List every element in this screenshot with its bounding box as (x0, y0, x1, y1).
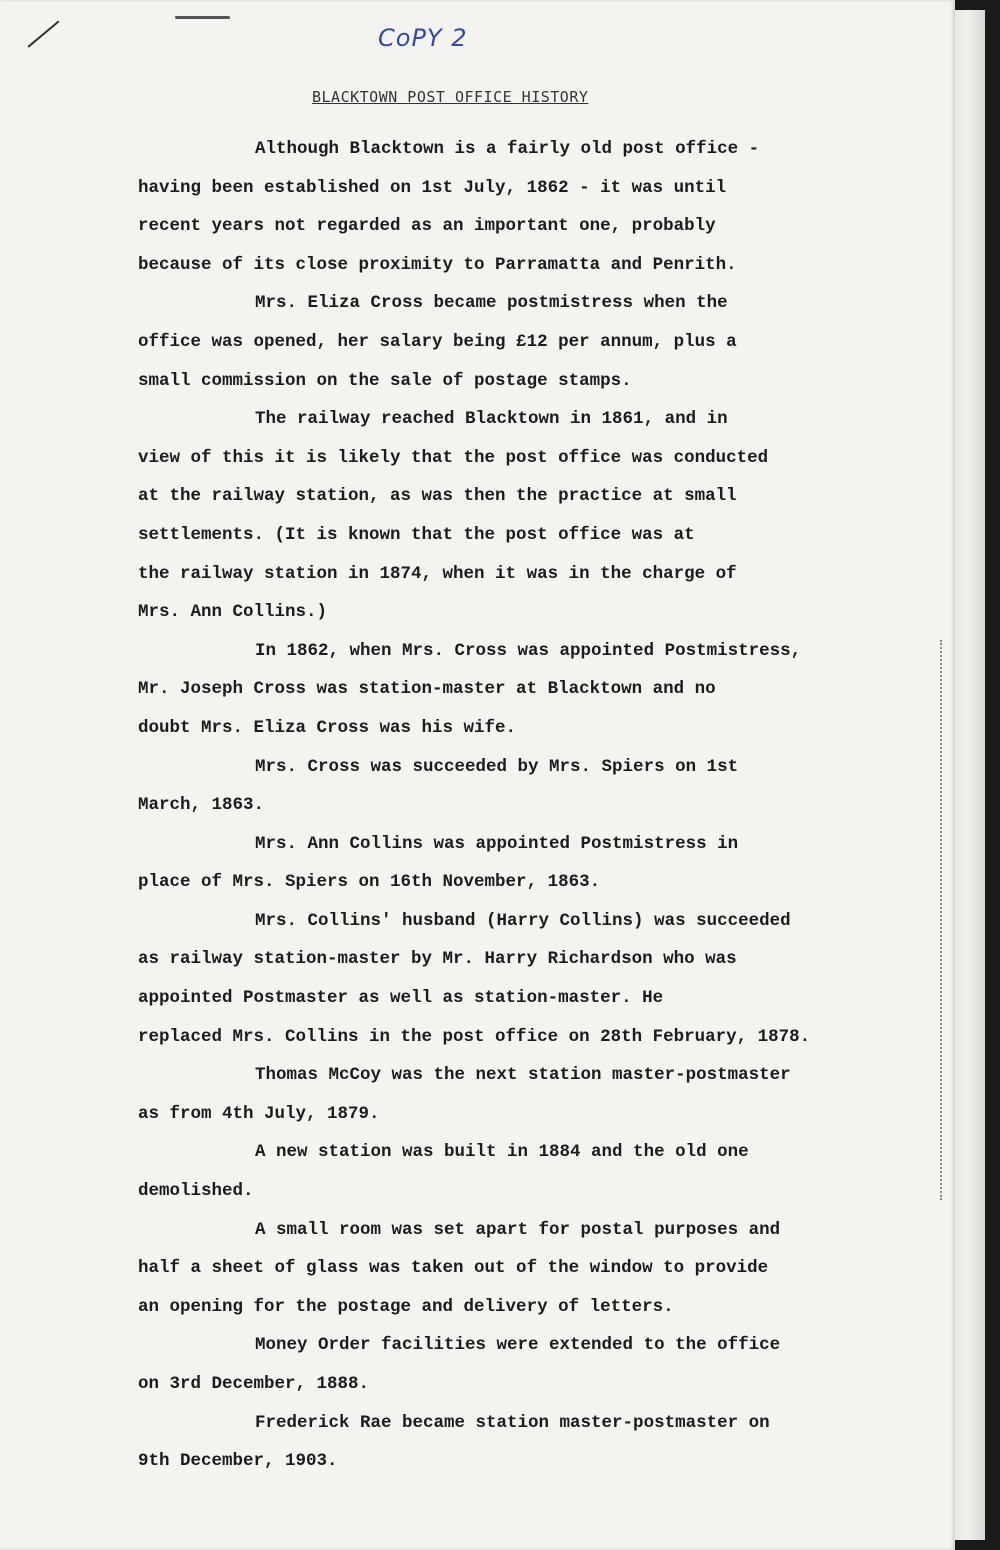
text-line: Thomas McCoy was the next station master-postmaster (255, 1065, 791, 1086)
text-line: on 3rd December, 1888. (138, 1374, 370, 1394)
text-line: because of its close proximity to Parramatta and Penrith. (138, 254, 737, 275)
page-edge (955, 10, 985, 1540)
scan-mark (175, 16, 230, 19)
pen-stroke (28, 20, 60, 47)
text-line: Frederick Rae became station master-postmaster on (255, 1412, 770, 1433)
text-line: Although Blacktown is a fairly old post office - (255, 139, 760, 159)
text-line: In 1862, when Mrs. Cross was appointed Postmistress, (255, 640, 802, 661)
text-line: Mr. Joseph Cross was station-master at Blacktown and no (138, 679, 716, 700)
text-line: half a sheet of glass was taken out of the window to provide (138, 1258, 769, 1279)
document-body (138, 130, 908, 1481)
text-line: recent years not regarded as an important one, probably (138, 216, 716, 237)
text-line: at the railway station, as was then the practice at small (138, 486, 737, 507)
document-title: BLACKTOWN POST OFFICE HISTORY (312, 88, 589, 106)
margin-marks (940, 640, 944, 1200)
text-line: as from 4th July, 1879. (138, 1103, 380, 1124)
text-line: 9th December, 1903. (138, 1451, 338, 1472)
text-line: place of Mrs. Spiers on 16th November, 1863. (138, 872, 601, 893)
text-line: Mrs. Cross was succeeded by Mrs. Spiers on 1st (255, 756, 739, 777)
text-line: Mrs. Ann Collins was appointed Postmistress in (255, 833, 739, 854)
text-line: demolished. (138, 1181, 254, 1202)
text-line: Mrs. Ann Collins.) (138, 602, 328, 623)
text-line: Money Order facilities were extended to the office (255, 1335, 781, 1356)
text-line: Mrs. Eliza Cross became postmistress when the (255, 293, 728, 314)
text-line: March, 1863. (138, 795, 265, 816)
text-line: the railway station in 1874, when it was in the charge of (138, 563, 737, 584)
text-line: Mrs. Collins' husband (Harry Collins) was succeeded (255, 910, 791, 931)
text-line: A new station was built in 1884 and the old one (255, 1142, 749, 1163)
text-line: small commission on the sale of postage stamps. (138, 370, 632, 391)
text-line: appointed Postmaster as well as station-master. He (138, 988, 664, 1009)
text-line: replaced Mrs. Collins in the post office on 28th February, 1878. (138, 1026, 811, 1047)
text-line: having been established on 1st July, 1862 - it was until (138, 177, 727, 198)
text-line: A small room was set apart for postal purposes and (255, 1219, 781, 1240)
handwritten-copy-note: CoPY 2 (378, 24, 468, 52)
text-line: doubt Mrs. Eliza Cross was his wife. (138, 717, 517, 738)
text-line: an opening for the postage and delivery of letters. (138, 1296, 674, 1317)
text-line: office was opened, her salary being £12 per annum, plus a (138, 331, 737, 352)
text-line: as railway station-master by Mr. Harry Richardson who was (138, 949, 737, 970)
text-line: The railway reached Blacktown in 1861, and in (255, 409, 728, 430)
text-line: settlements. (It is known that the post office was at (138, 524, 695, 545)
text-line: view of this it is likely that the post office was conducted (138, 447, 769, 468)
